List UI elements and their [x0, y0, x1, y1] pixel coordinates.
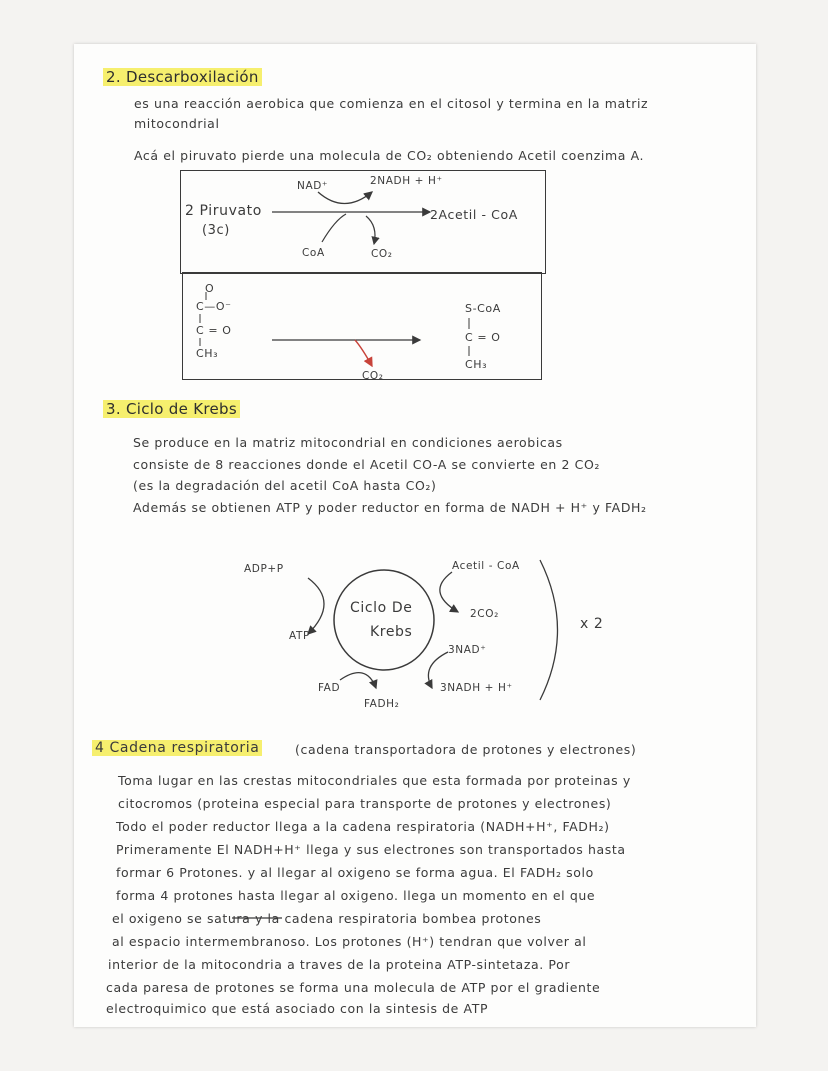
co2-release-arrow [355, 340, 372, 366]
cadena-line-6: forma 4 protones hasta llegar al oxigeno. llega un momento en el que [116, 888, 596, 903]
ketone-group: C = O [196, 324, 232, 337]
carboxylate-group: C—O⁻ [196, 300, 232, 313]
fad-label: FAD [318, 682, 341, 694]
descarboxilacion-line-1: es una reacción aerobica que comienza en el citosol y termina en la matriz [134, 96, 649, 111]
coa-label: CoA [302, 247, 325, 259]
cadena-line-5: formar 6 Protones. y al llegar al oxigeno se forma agua. El FADH₂ solo [116, 865, 594, 880]
carbonyl-oxygen: O [205, 282, 215, 295]
cycle-multiplier: x 2 [580, 616, 604, 632]
cycle-label-line2: Krebs [370, 624, 413, 640]
ketone-group-right: C = O [465, 331, 501, 344]
section-heading-descarboxilacion: 2. Descarboxilación [103, 68, 262, 86]
pyruvate-label: 2 Piruvato [185, 203, 262, 219]
methyl-group-right: CH₃ [465, 358, 488, 371]
section-heading-krebs: 3. Ciclo de Krebs [103, 400, 240, 418]
descarboxilacion-line-2: mitocondrial [134, 116, 220, 131]
cadena-line-4: Primeramente El NADH+H⁺ llega y sus electrones son transportados hasta [116, 842, 626, 857]
co2-curve-arrow [366, 216, 375, 244]
nad-to-nadh-arrow [428, 652, 448, 688]
cadena-line-3: Todo el poder reductor llega a la cadena respiratoria (NADH+H⁺, FADH₂) [116, 819, 610, 834]
multiplier-bracket [540, 560, 558, 700]
atp-label: ATP [289, 630, 310, 642]
co2-output: 2CO₂ [470, 608, 499, 620]
fadh2-label: FADH₂ [364, 698, 400, 710]
methyl-group-left: CH₃ [196, 347, 219, 360]
krebs-line-4: Además se obtienen ATP y poder reductor en forma de NADH + H⁺ y FADH₂ [133, 500, 647, 515]
acetil-coa-input: Acetil - CoA [452, 560, 520, 572]
krebs-line-2: consiste de 8 reacciones donde el Acetil CO-A se convierte en 2 CO₂ [133, 457, 601, 472]
co2-label: CO₂ [371, 248, 393, 260]
krebs-line-1: Se produce en la matriz mitocondrial en condiciones aerobicas [133, 435, 563, 450]
cycle-label-line1: Ciclo De [350, 600, 413, 616]
cadena-line-8: al espacio intermembranoso. Los protones (H⁺) tendran que volver al [112, 934, 587, 949]
krebs-cycle-circle [334, 570, 434, 670]
coa-curve [322, 214, 346, 242]
fad-to-fadh-arrow [340, 673, 376, 688]
nad-input: 3NAD⁺ [448, 644, 487, 656]
nad-curve-arrow [318, 192, 372, 204]
nadh-label: 2NADH + H⁺ [370, 175, 443, 187]
cadena-line-1: Toma lugar en las crestas mitocondriales que esta formada por proteinas y [118, 773, 631, 788]
cadena-line-2: citocromos (proteina especial para transporte de protones y electrones) [118, 796, 612, 811]
krebs-line-3: (es la degradación del acetil CoA hasta CO₂) [133, 478, 437, 493]
adp-to-atp-arrow [308, 578, 324, 634]
nad-label: NAD⁺ [297, 180, 329, 192]
cadena-line-9: interior de la mitocondria a traves de la proteina ATP-sintetaza. Por [108, 957, 571, 972]
co2-release-label: CO₂ [362, 370, 384, 382]
s-coa-group: S-CoA [465, 302, 501, 315]
nadh-output: 3NADH + H⁺ [440, 682, 513, 694]
acetil-coa-product: 2Acetil - CoA [430, 207, 518, 222]
descarboxilacion-line-3: Acá el piruvato pierde una molecula de CO₂ obteniendo Acetil coenzima A. [134, 148, 645, 163]
cadena-heading-note: (cadena transportadora de protones y electrones) [295, 742, 637, 757]
cadena-line-10: cada paresa de protones se forma una molecula de ATP por el gradiente [106, 980, 601, 995]
pyruvate-carbon-count: (3c) [202, 223, 230, 238]
section-heading-cadena: 4 Cadena respiratoria [92, 740, 262, 756]
cadena-line-7: el oxigeno se satura y la cadena respiratoria bombea protones [112, 911, 542, 926]
cadena-line-11: electroquimico que está asociado con la sintesis de ATP [106, 1001, 489, 1016]
acetil-to-co2-arrow [440, 572, 458, 612]
adp-label: ADP+P [244, 563, 284, 575]
